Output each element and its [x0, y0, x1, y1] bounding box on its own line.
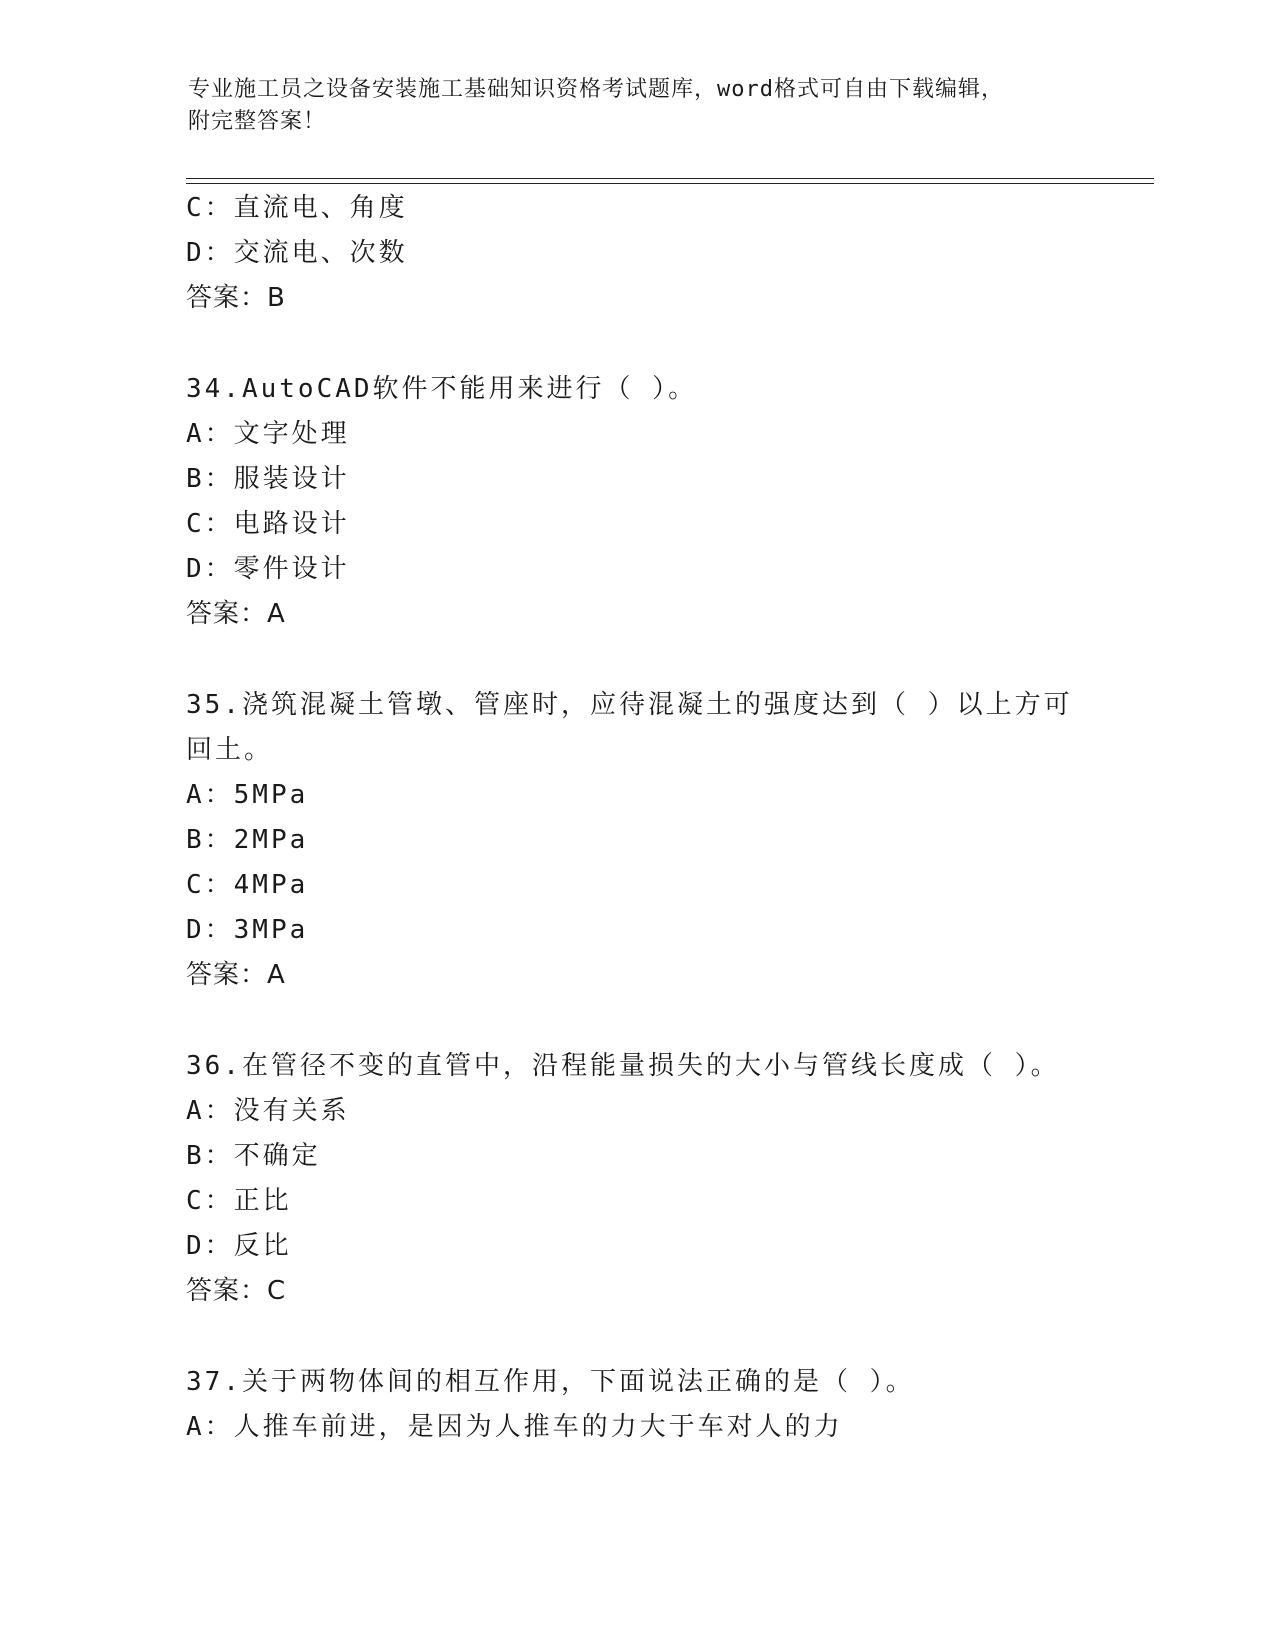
q35-option-d: D：3MPa [186, 915, 309, 945]
q36-option-c: C：正比 [186, 1186, 292, 1216]
header-divider-top [186, 178, 1154, 179]
q34-option-c: C：电路设计 [186, 509, 350, 539]
q35-option-b: B：2MPa [186, 825, 309, 855]
q34-option-d: D：零件设计 [186, 554, 350, 584]
q36-answer: 答案：C [186, 1276, 287, 1306]
q36-stem: 36.在管径不变的直管中，沿程能量损失的大小与管线长度成（ ）。 [186, 1051, 1060, 1081]
q36-option-b: B：不确定 [186, 1141, 321, 1171]
q34-answer: 答案：A [186, 599, 286, 629]
q36-option-a: A：没有关系 [186, 1096, 350, 1126]
q35-option-c: C：4MPa [186, 870, 309, 900]
prev-option-d: D：交流电、次数 [186, 238, 408, 268]
q37-stem: 37.关于两物体间的相互作用，下面说法正确的是（ ）。 [186, 1367, 915, 1397]
header-divider-bottom [186, 183, 1154, 184]
q35-option-a: A：5MPa [186, 780, 309, 810]
header-line-2: 附完整答案！ [188, 109, 327, 134]
prev-answer: 答案：B [186, 283, 286, 313]
q35-answer: 答案：A [186, 960, 286, 990]
q36-option-d: D：反比 [186, 1231, 292, 1261]
header-line-1: 专业施工员之设备安装施工基础知识资格考试题库，word格式可自由下载编辑， [188, 77, 1004, 102]
q34-stem: 34.AutoCAD软件不能用来进行（ ）。 [186, 374, 698, 404]
prev-option-c: C：直流电、角度 [186, 193, 408, 223]
document-header [188, 74, 1068, 138]
q34-option-b: B：服装设计 [186, 464, 350, 494]
q34-option-a: A：文字处理 [186, 419, 350, 449]
q35-stem-line-1: 35.浇筑混凝土管墩、管座时，应待混凝土的强度达到（ ）以上方可 [186, 690, 1073, 720]
q37-option-a: A：人推车前进，是因为人推车的力大于车对人的力 [186, 1412, 843, 1442]
q35-stem-line-2: 回土。 [186, 735, 274, 765]
